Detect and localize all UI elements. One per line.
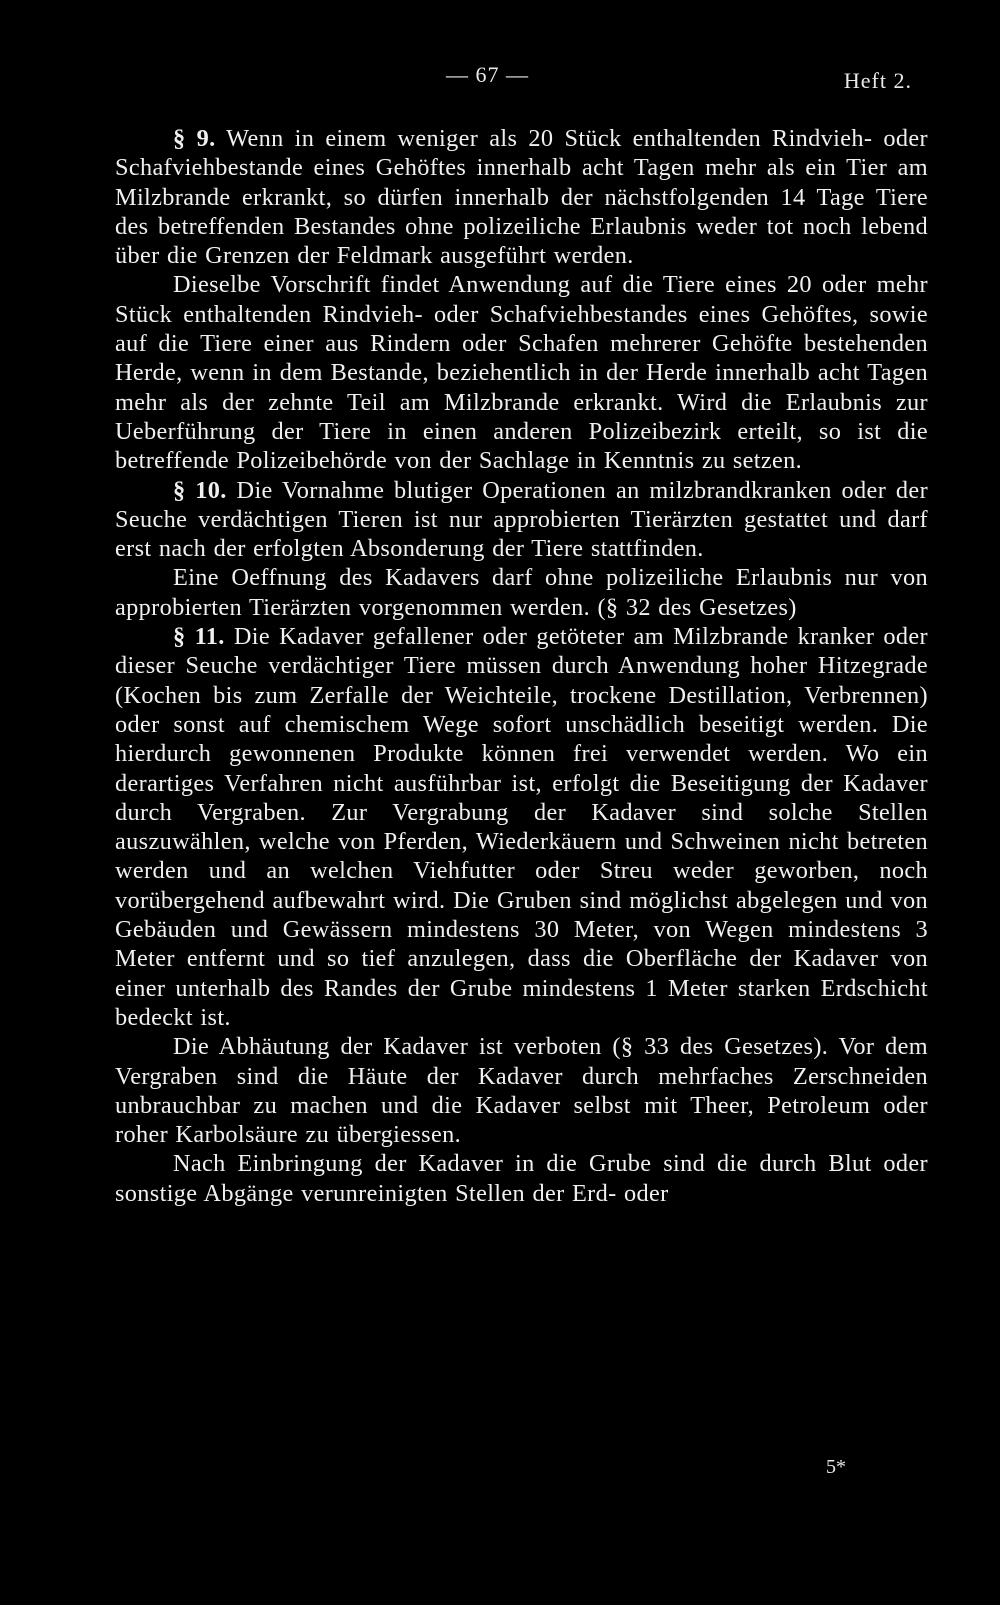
paragraph-text: Die Vornahme blutiger Operationen an milzbrandkranken oder der Seuche verdächtigen Tieren ist nur approbierten Tierärzten gestattet und darf erst nach der erfolgten Absonderung der Tiere stattfinden.	[115, 476, 929, 563]
paragraph-section-10	[115, 476, 928, 564]
paragraph-section-9	[115, 124, 928, 270]
paragraph	[115, 270, 928, 475]
issue-label: Heft 2.	[843, 68, 912, 93]
paragraph-text: Wenn in einem weniger als 20 Stück enthaltenden Rindvieh- oder Schafviehbestande eines Gehöftes innerhalb acht Tagen mehr als ein Tier am Milzbrande erkrankt, so dürfen innerhalb der nächstfolgenden 14 Tage Tiere des betreffenden Bestandes ohne polizeiliche Erlaubnis weder tot noch lebend über die Grenzen der Feldmark ausgeführt werden.	[115, 125, 928, 270]
paragraph-section-11	[115, 622, 928, 1032]
paragraph	[115, 1149, 928, 1208]
paragraph	[115, 1032, 928, 1149]
paragraph-text: Die Abhäutung der Kadaver ist verboten (§ 33 des Gesetzes). Vor dem Vergraben sind die Häute der Kadaver durch mehrfaches Zerschneiden unbrauchbar zu machen und die Kadaver selbst mit Theer, Petroleum oder roher Karbolsäure zu übergiessen.	[115, 1033, 928, 1149]
paragraph-text: Nach Einbringung der Kadaver in die Grube sind die durch Blut oder sonstige Abgänge verunreinigten Stellen der Erd- oder	[115, 1150, 928, 1207]
paragraph-text: Eine Oeffnung des Kadavers darf ohne polizeiliche Erlaubnis nur von approbierten Tierärzten vorgenommen werden. (§ 32 des Gesetzes)	[115, 564, 928, 621]
section-number: § 9.	[173, 125, 216, 152]
section-number: § 10.	[173, 476, 227, 504]
page-number: — 67 —	[446, 62, 529, 87]
section-number: § 11.	[173, 623, 225, 651]
signature-mark: 5*	[826, 1456, 846, 1478]
page-header	[0, 56, 1000, 96]
paragraph-text: Dieselbe Vorschrift findet Anwendung auf die Tiere eines 20 oder mehr Stück enthaltenden Rindvieh- oder Schafviehbestandes eines Gehöftes, sowie auf die Tiere einer aus Rindern oder Schafen mehrerer Gehöfte bestehenden Herde, wenn in dem Bestande, beziehentlich in der Herde innerhalb acht Tagen mehr als der zehnte Teil am Milzbrande erkrankt. Wird die Erlaubnis zur Ueberführung der Tiere in einen anderen Polizeibezirk erteilt, so ist die betreffende Polizeibehörde von der Sachlage in Kenntnis zu setzen.	[115, 271, 928, 475]
paragraph	[115, 563, 928, 622]
paragraph-text: Die Kadaver gefallener oder getöteter am Milzbrande kranker oder dieser Seuche verdächtiger Tiere müssen durch Anwendung hoher Hitzegrade (Kochen bis zum Zerfalle der Weichteile, trockene Destillation, Verbrennen) oder sonst auf chemischem Wege sofort unschädlich beseitigt werden. Die hierdurch gewonnenen Produkte können frei verwendet werden. Wo ein derartiges Verfahren nicht ausführbar ist, erfolgt die Beseitigung der Kadaver durch Vergraben. Zur Vergrabung der Kadaver sind solche Stellen auszuwählen, welche von Pferden, Wiederkäuern und Schweinen nicht betreten werden und an welchen Viehfutter oder Streu weder geworben, noch vorübergehend aufbewahrt wird. Die Gruben sind möglichst abgelegen und von Gebäuden und Gewässern mindestens 30 Meter, von Wegen mindestens 3 Meter entfernt und so tief anzulegen, dass die Oberfläche der Kadaver von einer unterhalb des Randes der Grube mindestens 1 Meter starken Erdschicht bedeckt ist.	[115, 623, 929, 1031]
body-text	[115, 124, 928, 1208]
